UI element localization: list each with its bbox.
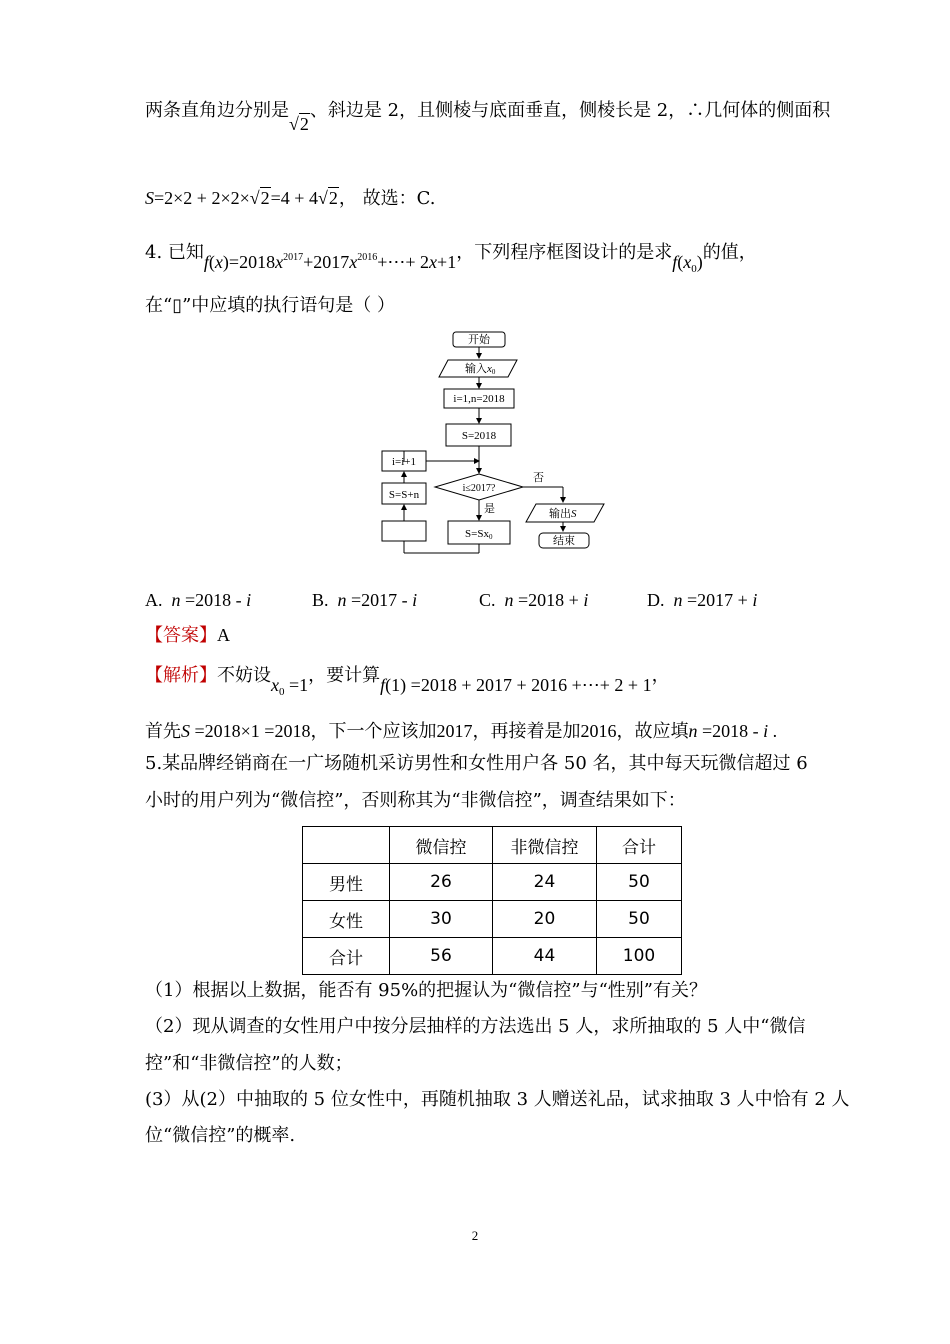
table-header-cell: 非微信控 (493, 827, 597, 864)
flow-init-s: S=2018 (461, 430, 497, 442)
prev-solution-line1: 两条直角边分别是√2、斜边是 2，且侧棱与底面垂直，侧棱长是 2，∴几何体的侧面积 (145, 100, 831, 134)
page-number: 2 (471, 1228, 479, 1243)
table-cell: 合计 (303, 938, 390, 975)
table-cell: 56 (390, 938, 493, 975)
analysis-line2: 首先S =2018×1 =2018，下一个应该加2017，再接着是加2016，故应填n =2018 - i . (145, 721, 778, 742)
option-b: B. n =2017 - i (312, 590, 418, 610)
flow-output: 输出S (549, 508, 577, 520)
flow-add-n: S=S+n (388, 489, 420, 501)
question-5-line2: 小时的用户列为“微信控”，否则称其为“非微信控”，调查结果如下： (145, 790, 686, 811)
question-5-part2-line2: 控”和“非微信控”的人数； (145, 1053, 353, 1074)
table-cell: 男性 (303, 864, 390, 901)
survey-table (302, 826, 682, 975)
flow-condition: i≤2017? (462, 483, 496, 494)
table-cell: 24 (493, 864, 597, 901)
table-cell: 100 (597, 938, 682, 975)
table-cell: 女性 (303, 901, 390, 938)
flow-increment-i: i=i+1 (391, 456, 417, 468)
sqrt-two: √2 (289, 114, 309, 134)
table-cell: 44 (493, 938, 597, 975)
option-d: D. n =2017 + i (647, 590, 758, 610)
answer-value: A (217, 625, 230, 645)
table-header-cell (303, 827, 390, 864)
flow-start: 开始 (468, 334, 490, 346)
table-cell: 26 (390, 864, 493, 901)
question-5-line1: 5.某品牌经销商在一广场随机采访男性和女性用户各 50 名，其中每天玩微信超过 6 (145, 753, 808, 774)
flow-multiply: S=Sx0 (465, 528, 493, 541)
table-cell: 50 (597, 901, 682, 938)
flow-init-i-n: i=1,n=2018 (453, 393, 505, 405)
table-header-cell: 合计 (597, 827, 682, 864)
question-5-part3-line2: 位“微信控”的概率. (145, 1125, 296, 1146)
question-4-line1: 4. 已知$f(x)=2018x^{2017}+2017x^{2016}+\cdots+ 2x+1$，下列程序框图设计的是求$f(x_0)$的值， (145, 242, 757, 275)
answer-tag: 【答案】 (145, 625, 217, 646)
table-cell: 20 (493, 901, 597, 938)
flow-input: 输入x0 (465, 363, 496, 376)
answer-line (145, 623, 230, 648)
question-5-part2-line1: （2）现从调查的女性用户中按分层抽样的方法选出 5 人，求所抽取的 5 人中“微信 (145, 1016, 806, 1037)
flow-end: 结束 (553, 535, 575, 547)
table-row (303, 938, 682, 975)
prev-solution-formula: S=2×2 + 2×2×√2=4 + 4√2， 故选：C. (145, 188, 436, 209)
table-cell: 50 (597, 864, 682, 901)
flow-no-label: 否 (533, 472, 544, 484)
question-4-line2: 在“▯”中应填的执行语句是（ ） (145, 295, 396, 316)
table-row (303, 901, 682, 938)
question-5-part3-line1: (3）从(2）中抽取的 5 位女性中，再随机抽取 3 人赠送礼品，试求抽取 3 人中恰有 2 人 (145, 1089, 850, 1110)
option-c: C. n =2018 + i (479, 590, 589, 610)
flow-yes-label: 是 (484, 503, 495, 515)
analysis-tag: 【解析】 (145, 665, 217, 686)
analysis-line1: 【解析】不妨设$x_0 =1$，要计算f(1) =2018 + 2017 + 2016 +⋯+ 2 + 1， (145, 665, 670, 698)
option-a: A. n =2018 - i (145, 590, 252, 610)
table-header-row (303, 827, 682, 864)
table-row (303, 864, 682, 901)
table-header-cell: 微信控 (390, 827, 493, 864)
table-cell: 30 (390, 901, 493, 938)
function-definition: $f(x)=2018x^{2017}+2017x^{2016}+\cdots+ 2x+1$ (203, 252, 457, 272)
question-5-part1: （1）根据以上数据，能否有 95%的把握认为“微信控”与“性别”有关？ (145, 980, 707, 1001)
